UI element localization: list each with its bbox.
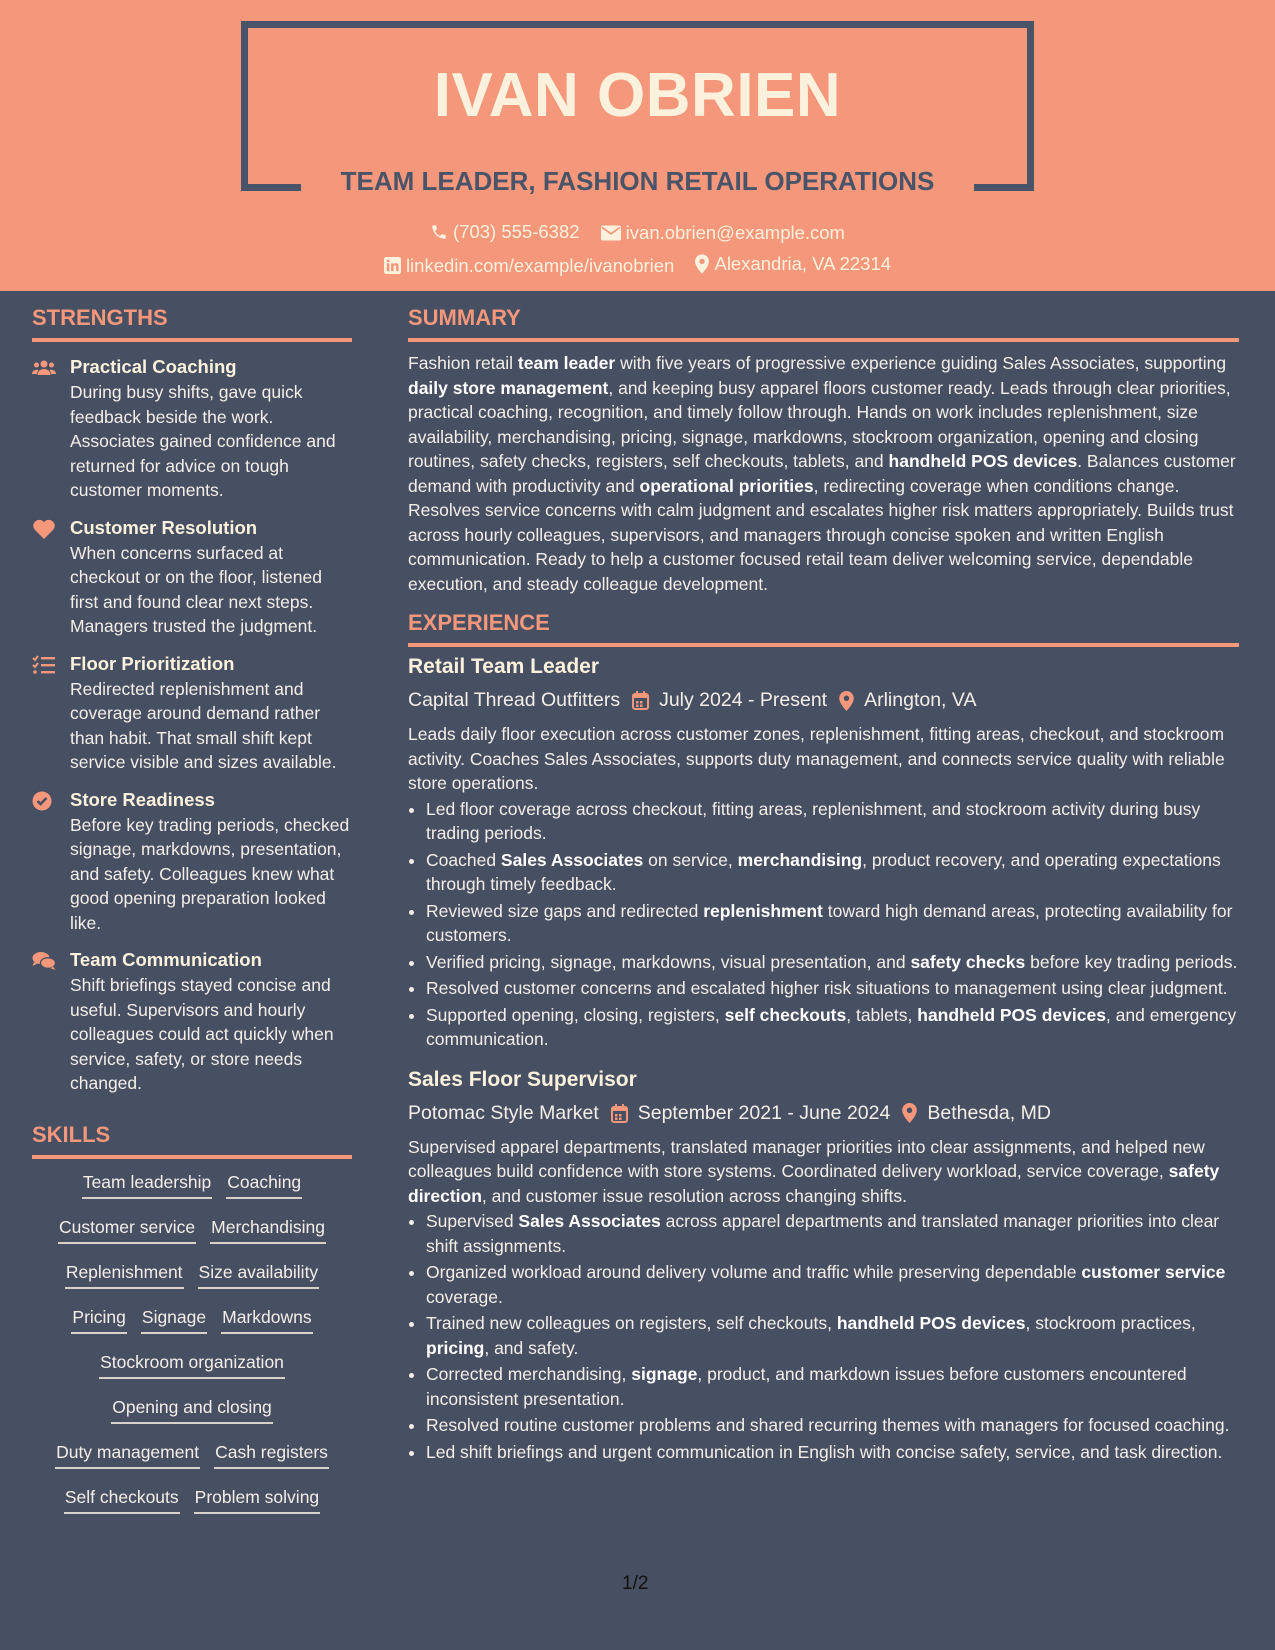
bullet-item [426, 1413, 1239, 1438]
envelope-icon [601, 225, 621, 241]
bold-keyword: team leader [517, 353, 616, 373]
text-segment: , redirecting coverage when conditions change. Resolves service concerns with calm judgment and escalates higher risk matters appropriately. Builds trust across hourly colleagues, supervisors, and managers through concise spoken and written English communication. Ready to help a customer focused retail team deliver welcoming service, dependable execution, and steady colleague development. [408, 475, 1234, 594]
bold-keyword: daily store management [408, 377, 609, 398]
text-segment: , product, and markdown issues before customers encountered inconsistent presentation. [426, 1364, 1187, 1409]
contact-row-1 [0, 221, 1275, 246]
contact-row-2 [0, 253, 1275, 279]
check-circle-icon [32, 791, 56, 811]
text-segment: , product recovery, and operating expectations through timely feedback. [426, 849, 1221, 894]
bullet-item [426, 1311, 1239, 1360]
text-segment: Led shift briefings and urgent communication in English with concise safety, service, and task direction. [426, 1441, 1223, 1462]
bullet-item [426, 1003, 1239, 1052]
location-contact [695, 253, 891, 275]
job-location [890, 1102, 1051, 1125]
strength-text: Redirected replenishment and coverage around demand rather than habit. That small shift kept service visible and sizes available. [70, 678, 337, 772]
map-pin-icon [695, 254, 709, 274]
job-title: Sales Floor Supervisor [408, 1067, 637, 1091]
skill-tag: Coaching [226, 1172, 302, 1199]
bullet-item [426, 976, 1239, 1001]
linkedin-icon [384, 257, 401, 274]
bold-keyword: merchandising [737, 849, 863, 870]
text-segment: , tablets, [846, 1004, 918, 1025]
text-segment: Leads daily floor execution across customer zones, replenishment, fitting areas, checkout, and stockroom activity. Coaches Sales Associates, supports duty management, and connects service quality with reliable store operations. [408, 724, 1225, 793]
strength-title: Store Readiness [70, 788, 215, 810]
bold-keyword: handheld POS devices [917, 1004, 1106, 1025]
text-segment: Led floor coverage across checkout, fitting areas, replenishment, and stockroom activity during busy trading periods. [426, 798, 1201, 843]
list-check-icon [32, 655, 56, 675]
text-segment: , and customer issue resolution across changing shifts. [481, 1185, 907, 1206]
text-segment: Supported opening, closing, registers, [426, 1004, 725, 1025]
skill-tag: Duty management [55, 1442, 200, 1469]
job-bullets [408, 797, 1239, 1052]
skill-tag: Opening and closing [111, 1397, 273, 1424]
strength-item [32, 949, 352, 1096]
skill-row [32, 1262, 352, 1294]
summary-text [408, 351, 1239, 596]
job-title: Retail Team Leader [408, 655, 600, 678]
job-bullets [408, 1209, 1239, 1464]
skill-row [32, 1397, 352, 1429]
strength-title: Team Communication [70, 949, 262, 970]
experience-heading: EXPERIENCE [408, 610, 550, 635]
job-dates [620, 689, 827, 712]
skill-tag: Customer service [58, 1217, 196, 1244]
bold-keyword: self checkouts [724, 1004, 847, 1025]
text-segment: , and keeping busy apparel floors customer ready. Leads through clear priorities, practical coaching, recognition, and timely follow through. Hands on work includes replenishment, size availability, merchandising, pricing, signage, markdowns, stockroom organization, opening and closing routines, safety checks, registers, self checkouts, tablets, and [408, 377, 1231, 471]
strength-text: Shift briefings stayed concise and useful. Supervisors and hourly colleagues could act quickly when service, safety, or store needs changed. [70, 975, 334, 1093]
strength-text: When concerns surfaced at checkout or on the floor, listened first and found clear next steps. Managers trusted the judgment. [70, 542, 322, 636]
job-company: Potomac Style Market [408, 1101, 599, 1124]
job-dates-text: July 2024 - Present [659, 689, 828, 711]
text-segment: . Balances customer demand with productivity and [408, 451, 1236, 496]
bold-keyword: Sales Associates [518, 1211, 661, 1231]
bold-keyword: handheld POS devices [888, 451, 1078, 471]
users-icon [32, 358, 56, 378]
job-location-text: Arlington, VA [864, 689, 977, 711]
text-segment: , and safety. [484, 1337, 579, 1358]
strength-item [32, 356, 352, 503]
text-segment: before key trading periods. [1025, 951, 1238, 972]
text-segment: with five years of progressive experience guiding Sales Associates, supporting [615, 353, 1227, 373]
job-dates [599, 1102, 891, 1125]
header [0, 0, 1275, 291]
skill-tag: Cash registers [214, 1442, 329, 1469]
bold-keyword: operational priorities [639, 475, 814, 496]
page-number: 1/2 [622, 1573, 649, 1594]
skill-tag: Problem solving [194, 1487, 321, 1514]
skill-tag: Team leadership [82, 1172, 212, 1199]
skill-row [32, 1172, 352, 1204]
candidate-title: TEAM LEADER, FASHION RETAIL OPERATIONS [340, 166, 935, 196]
text-segment: on service, [643, 849, 738, 870]
strength-title: Customer Resolution [70, 516, 258, 538]
text-segment: Trained new colleagues on registers, self checkouts, [426, 1313, 837, 1333]
job-dates-text: September 2021 - June 2024 [637, 1101, 891, 1124]
text-segment: , and emergency communication. [426, 1004, 1237, 1049]
job-description [408, 1135, 1239, 1209]
strength-text: During busy shifts, gave quick feedback beside the work. Associates gained confidence and returned for advice on tough customer moments. [70, 382, 336, 500]
text-segment: across apparel departments and translated manager priorities into clear shift assignments. [426, 1211, 1220, 1256]
calendar-icon [611, 1104, 628, 1123]
text-segment: Reviewed size gaps and redirected [426, 900, 704, 921]
heart-icon [32, 519, 56, 539]
text-segment: Resolved customer concerns and escalated higher risk situations to management using clear judgment. [426, 978, 1228, 998]
skills-rule [32, 1155, 352, 1159]
bold-keyword: handheld POS devices [836, 1313, 1026, 1333]
bullet-item [426, 797, 1239, 846]
text-segment: coverage. [426, 1286, 503, 1307]
skill-row [32, 1442, 352, 1474]
strength-item [32, 789, 352, 936]
experience-rule [408, 643, 1239, 647]
bold-keyword: Sales Associates [500, 849, 644, 870]
strength-item [32, 517, 352, 639]
text-segment: Verified pricing, signage, markdowns, visual presentation, and [426, 951, 911, 972]
job-description [408, 722, 1239, 796]
experience-list [408, 655, 1239, 1464]
bold-keyword: pricing [426, 1337, 485, 1358]
summary-heading: SUMMARY [408, 305, 521, 330]
text-segment: Organized workload around delivery volume and traffic while preserving dependable [426, 1262, 1082, 1282]
skill-tag: Replenishment [65, 1262, 184, 1289]
bold-keyword: customer service [1081, 1262, 1226, 1282]
comments-icon [32, 951, 56, 971]
skill-tag: Stockroom organization [99, 1352, 285, 1379]
phone-icon [430, 223, 448, 241]
map-pin-icon [839, 691, 854, 711]
job-location-text: Bethesda, MD [927, 1101, 1051, 1124]
bullet-item [426, 1362, 1239, 1411]
text-segment: Supervised [426, 1211, 519, 1231]
skill-row [32, 1217, 352, 1249]
text-segment: Corrected merchandising, [426, 1364, 632, 1384]
skill-tag: Signage [141, 1307, 207, 1334]
skill-row [32, 1487, 352, 1519]
skill-tag: Size availability [198, 1262, 320, 1289]
bullet-item [426, 950, 1239, 975]
skill-tag: Pricing [71, 1307, 127, 1334]
bullet-item [426, 1260, 1239, 1309]
job-entry [408, 655, 1239, 1052]
text-segment: Resolved routine customer problems and shared recurring themes with managers for focused coaching. [426, 1415, 1230, 1435]
skill-row [32, 1352, 352, 1384]
job-entry [408, 1068, 1239, 1465]
text-segment: Supervised apparel departments, translated manager priorities into clear assignments, and helped new colleagues build confidence with store systems. Coordinated delivery workload, service coverage, [408, 1136, 1205, 1181]
text-segment: Coached [426, 849, 501, 870]
skills-list [32, 1172, 352, 1519]
text-segment: Fashion retail [408, 353, 518, 373]
bold-keyword: signage [631, 1364, 698, 1384]
strengths-heading: STRENGTHS [32, 305, 168, 330]
email-text: ivan.obrien@example.com [625, 222, 845, 243]
job-company: Capital Thread Outfitters [408, 689, 621, 711]
right-column [408, 305, 1239, 1466]
phone-contact[interactable] [430, 221, 580, 243]
skills-heading: SKILLS [32, 1121, 111, 1147]
bullet-item [426, 848, 1239, 897]
calendar-icon [632, 691, 649, 710]
strength-item [32, 653, 352, 775]
linkedin-contact[interactable] [384, 255, 674, 277]
skill-tag: Markdowns [221, 1307, 312, 1334]
skill-tag: Merchandising [210, 1217, 326, 1244]
job-location [827, 689, 976, 712]
text-segment: toward high demand areas, protecting availability for customers. [426, 900, 1233, 945]
bold-keyword: replenishment [703, 900, 823, 921]
map-pin-icon [902, 1103, 917, 1123]
summary-rule [408, 338, 1239, 342]
job-meta [408, 689, 1239, 712]
candidate-name: IVAN OBRIEN [433, 61, 842, 130]
skill-row [32, 1307, 352, 1339]
email-contact[interactable] [601, 222, 845, 244]
bold-keyword: safety checks [910, 951, 1026, 972]
strength-title: Floor Prioritization [70, 652, 235, 674]
bullet-item [426, 1209, 1239, 1258]
strength-text: Before key trading periods, checked signage, markdowns, presentation, and safety. Colleagues knew what good opening preparation looked like. [70, 814, 350, 933]
linkedin-text: linkedin.com/example/ivanobrien [405, 254, 675, 276]
phone-text: (703) 555-6382 [453, 221, 580, 242]
bullet-item [426, 1440, 1239, 1465]
left-column [32, 305, 352, 1519]
bullet-item [426, 899, 1239, 948]
job-meta [408, 1102, 1239, 1125]
bold-keyword: safety direction [408, 1161, 1220, 1206]
location-text: Alexandria, VA 22314 [714, 253, 892, 274]
strength-title: Practical Coaching [70, 356, 237, 377]
skill-tag: Self checkouts [64, 1487, 180, 1514]
strengths-rule [32, 338, 352, 342]
text-segment: , stockroom practices, [1025, 1313, 1196, 1333]
